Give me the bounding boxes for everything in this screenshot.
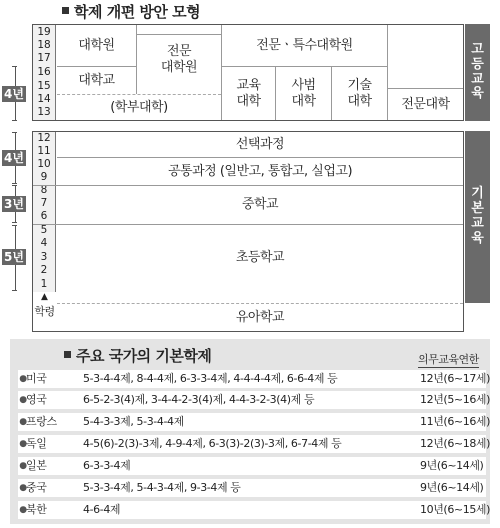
country-name: 중국 bbox=[26, 481, 47, 494]
country-name: 북한 bbox=[26, 503, 47, 516]
grade-label: 13 bbox=[37, 106, 51, 118]
grade-column bbox=[33, 132, 56, 292]
title-bullet bbox=[62, 7, 69, 14]
grade-label: 18 bbox=[37, 39, 51, 51]
country-name: 프랑스 bbox=[26, 415, 57, 428]
year-badge: 5년 bbox=[4, 250, 24, 264]
year-badge: 4년 bbox=[4, 87, 24, 101]
title-bullet bbox=[64, 351, 71, 358]
school-system: 5-3-4-4제, 8-4-4제, 6-3-3-4제, 4-4-4-4제, 6-6-4제 등 bbox=[83, 372, 338, 385]
country-row bbox=[18, 391, 491, 409]
grade-label: 9 bbox=[40, 171, 48, 183]
age-label: 학령 bbox=[34, 305, 55, 318]
bracket-cap bbox=[12, 120, 17, 121]
school-system: 6-3-3-4제 bbox=[83, 459, 131, 472]
bracket-cap bbox=[12, 183, 17, 184]
grade-label: 11 bbox=[37, 145, 51, 157]
side-char: 등 bbox=[471, 56, 484, 72]
country-systems-panel bbox=[10, 339, 490, 524]
country-name: 독일 bbox=[26, 437, 47, 450]
school-system: 5-4-3-3제, 5-3-4-4제 bbox=[83, 415, 184, 428]
side-char: 고 bbox=[471, 41, 484, 57]
junior-college-cell: 전문대학 bbox=[388, 89, 463, 120]
side-char: 교 bbox=[471, 71, 484, 87]
special-graduate-school-cell: 전문ㆍ특수대학원 bbox=[222, 25, 387, 66]
higher-education-side-label bbox=[465, 24, 490, 121]
side-char: 본 bbox=[471, 201, 484, 217]
grade-label: 15 bbox=[37, 80, 51, 92]
undergraduate-college-cell: (학부대학) bbox=[57, 95, 221, 120]
bracket-cap bbox=[12, 132, 17, 133]
grade-label: 3 bbox=[40, 251, 48, 263]
grade-label: 2 bbox=[40, 264, 48, 276]
compulsory-years: 12년(5~16세) bbox=[420, 393, 491, 406]
technical-college-cell: 기술 대학 bbox=[332, 67, 387, 120]
graduate-school-cell: 대학원 bbox=[57, 25, 136, 66]
side-char: 기 bbox=[471, 186, 484, 202]
country-row bbox=[18, 413, 491, 431]
bullet-icon: ● bbox=[19, 483, 27, 493]
grade-label: 5 bbox=[40, 224, 48, 236]
year-badge: 3년 bbox=[4, 197, 24, 211]
school-system: 4-6-4제 bbox=[83, 503, 121, 516]
grade-label: 7 bbox=[40, 197, 48, 209]
side-char: 육 bbox=[471, 86, 484, 102]
divider bbox=[137, 34, 221, 35]
up-arrow-icon: ▲ bbox=[41, 292, 48, 302]
grade-label: 10 bbox=[37, 158, 51, 170]
country-row bbox=[18, 501, 491, 519]
elementary-school-cell: 초등학교 bbox=[57, 225, 463, 291]
education-college-cell: 교육 대학 bbox=[222, 67, 275, 120]
bracket-cap bbox=[12, 222, 17, 223]
grade-label: 17 bbox=[37, 52, 51, 64]
middle-school-cell: 중학교 bbox=[57, 186, 463, 224]
compulsory-years: 11년(6~16세) bbox=[420, 415, 491, 428]
country-row bbox=[18, 435, 491, 453]
teachers-college-cell: 사범 대학 bbox=[276, 67, 331, 120]
elective-course-cell: 선택과정 bbox=[57, 132, 463, 157]
basic-education-side-label bbox=[465, 131, 490, 303]
basic-education-diagram bbox=[32, 131, 464, 332]
bullet-icon: ● bbox=[19, 417, 27, 427]
compulsory-years: 9년(6~14세) bbox=[420, 459, 484, 472]
school-system: 5-3-3-4제, 5-4-3-4제, 9-3-4제 등 bbox=[83, 481, 241, 494]
country-row bbox=[18, 370, 491, 388]
school-system: 4-5(6)-2(3)-3제, 4-9-4제, 6-3(3)-2(3)-3제, 6-7-4제 등 bbox=[83, 437, 342, 450]
country-name: 영국 bbox=[26, 393, 47, 406]
bullet-icon: ● bbox=[19, 505, 27, 515]
grade-label: 4 bbox=[40, 237, 48, 249]
bullet-icon: ● bbox=[19, 461, 27, 471]
bracket-cap bbox=[12, 290, 17, 291]
grade-label: 16 bbox=[37, 66, 51, 78]
bullet-icon: ● bbox=[19, 374, 27, 384]
bracket-cap bbox=[12, 185, 17, 186]
higher-education-diagram bbox=[32, 24, 464, 121]
common-course-cell: 공통과정 (일반고, 통합고, 실업고) bbox=[57, 158, 463, 185]
grade-label: 14 bbox=[37, 93, 51, 105]
side-char: 육 bbox=[471, 230, 484, 246]
year-badge: 4년 bbox=[4, 151, 24, 165]
country-name: 미국 bbox=[26, 372, 47, 385]
grade-label: 6 bbox=[40, 210, 48, 222]
compulsory-years: 9년(6~14세) bbox=[420, 481, 484, 494]
compulsory-years-header: 의무교육연한 bbox=[418, 353, 479, 366]
country-row bbox=[18, 479, 486, 497]
bottom-title: 주요 국가의 기본학제 bbox=[76, 347, 212, 365]
school-system: 6-5-2-3(4)제, 3-4-4-2-3(4)제, 4-4-3-2-3(4)제 등 bbox=[83, 393, 315, 406]
compulsory-years: 12년(6~17세) bbox=[420, 372, 491, 385]
grade-column bbox=[33, 25, 56, 120]
country-name: 일본 bbox=[26, 459, 47, 472]
side-char: 교 bbox=[471, 216, 484, 231]
bullet-icon: ● bbox=[19, 395, 27, 405]
grade-label: 19 bbox=[37, 26, 51, 38]
compulsory-years: 12년(6~18세) bbox=[420, 437, 491, 450]
compulsory-years: 10년(6~15세) bbox=[420, 503, 491, 516]
university-cell: 대학교 bbox=[57, 67, 136, 94]
grade-label: 1 bbox=[40, 278, 48, 290]
grade-label: 12 bbox=[37, 132, 51, 144]
bracket-cap bbox=[12, 225, 17, 226]
professional-graduate-school-cell: 전문 대학원 bbox=[137, 35, 221, 85]
kindergarten-cell: 유아학교 bbox=[57, 304, 463, 331]
divider bbox=[388, 88, 463, 89]
country-row bbox=[18, 457, 486, 475]
grade-label: 8 bbox=[40, 184, 48, 196]
top-title: 학제 개편 방안 모형 bbox=[74, 3, 201, 21]
bracket-cap bbox=[12, 66, 17, 67]
bullet-icon: ● bbox=[19, 439, 27, 449]
